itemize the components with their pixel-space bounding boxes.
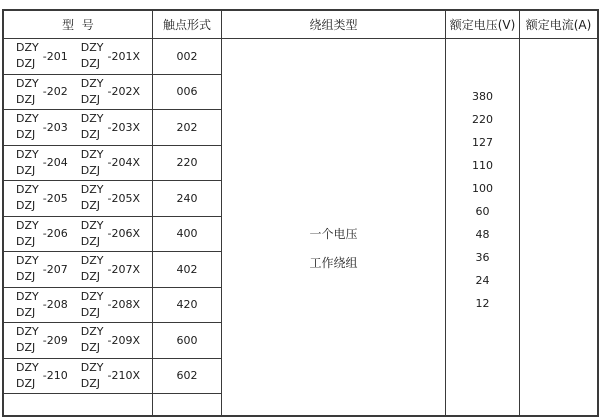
model-group-x (81, 253, 140, 285)
model-cell (4, 75, 153, 111)
model-group (16, 324, 68, 356)
model-group-x (81, 218, 140, 250)
model-prefix-top: DZY (16, 41, 39, 55)
model-prefix-stack (81, 147, 104, 179)
model-cell (4, 288, 153, 324)
model-prefix-stack (81, 111, 104, 143)
model-cell (4, 359, 153, 395)
model-cell (4, 146, 153, 182)
relay-spec-table (2, 9, 599, 417)
model-prefix-stack (16, 360, 39, 392)
model-cell (4, 323, 153, 359)
contact-form-cell: 240 (153, 181, 222, 217)
rated-voltage-cell (446, 39, 520, 415)
model-prefix-top: DZY (80, 147, 104, 161)
model-group-x (81, 360, 140, 392)
model-group-x (81, 289, 140, 321)
rated-current-cell (520, 39, 597, 415)
model-group (16, 182, 68, 214)
voltage-value: 100 (472, 182, 493, 195)
model-suffix: -203X (107, 120, 140, 134)
contact-form-cell: 400 (153, 217, 222, 253)
model-prefix-bottom: DZJ (16, 199, 36, 213)
model-suffix: -204X (107, 156, 140, 170)
model-group (16, 147, 68, 179)
model-prefix-top: DZY (80, 254, 104, 268)
model-prefix-stack (16, 182, 39, 214)
model-suffix: -207X (107, 262, 140, 276)
model-suffix: -202 (42, 85, 68, 99)
model-cell (4, 181, 153, 217)
model-suffix: -201 (42, 49, 68, 63)
model-group-x (81, 76, 140, 108)
model-group (16, 218, 68, 250)
model-group (16, 111, 68, 143)
winding-line-1: 一个电压 (309, 227, 358, 241)
contact-form-cell: 600 (153, 323, 222, 359)
model-suffix: -210 (42, 369, 68, 383)
model-prefix-top: DZY (80, 41, 104, 55)
model-suffix: -202X (107, 85, 140, 99)
model-group (16, 360, 68, 392)
model-suffix: -210X (107, 369, 140, 383)
model-prefix-bottom: DZJ (16, 128, 36, 142)
model-prefix-stack (81, 76, 104, 108)
model-suffix: -208 (42, 298, 68, 312)
model-prefix-bottom: DZJ (80, 92, 100, 106)
model-prefix-stack (81, 324, 104, 356)
model-group-x (81, 182, 140, 214)
model-suffix: -207 (42, 262, 68, 276)
contact-form-cell: 420 (153, 288, 222, 324)
model-suffix: -209 (42, 333, 68, 347)
model-prefix-top: DZY (80, 112, 104, 126)
model-prefix-top: DZY (16, 325, 39, 339)
model-prefix-bottom: DZJ (16, 57, 36, 71)
model-prefix-top: DZY (16, 112, 39, 126)
model-prefix-top: DZY (16, 218, 39, 232)
model-prefix-bottom: DZJ (16, 92, 36, 106)
model-prefix-top: DZY (80, 325, 104, 339)
model-cell (4, 217, 153, 253)
model-prefix-bottom: DZJ (80, 270, 100, 284)
model-suffix: -206X (107, 227, 140, 241)
model-prefix-stack (16, 324, 39, 356)
model-suffix: -208X (107, 298, 140, 312)
model-prefix-bottom: DZJ (16, 376, 36, 390)
contact-form-cell: 006 (153, 75, 222, 111)
model-group (16, 253, 68, 285)
model-group (16, 40, 68, 72)
model-prefix-stack (16, 40, 39, 72)
model-group (16, 76, 68, 108)
model-prefix-stack (81, 218, 104, 250)
contact-form-cell: 002 (153, 39, 222, 75)
model-prefix-top: DZY (80, 183, 104, 197)
voltage-value: 24 (475, 274, 490, 287)
model-group-x (81, 40, 140, 72)
model-group (16, 289, 68, 321)
model-prefix-bottom: DZJ (80, 128, 100, 142)
winding-line-2: 工作绕组 (309, 256, 358, 270)
model-cell (4, 39, 153, 75)
voltage-value: 36 (475, 251, 490, 264)
model-cell (4, 252, 153, 288)
contact-form-cell: 602 (153, 359, 222, 395)
model-prefix-bottom: DZJ (16, 270, 36, 284)
model-prefix-top: DZY (80, 218, 104, 232)
model-prefix-stack (16, 218, 39, 250)
model-suffix: -201X (107, 49, 140, 63)
model-cell (4, 110, 153, 146)
model-group-x (81, 147, 140, 179)
voltage-value: 110 (472, 159, 493, 172)
model-prefix-stack (81, 182, 104, 214)
model-prefix-stack (81, 40, 104, 72)
contact-form-cell: 202 (153, 110, 222, 146)
model-prefix-bottom: DZJ (16, 341, 36, 355)
partial-row-model-cell (4, 394, 153, 415)
model-prefix-top: DZY (16, 289, 39, 303)
winding-type-cell (222, 39, 446, 415)
model-prefix-top: DZY (16, 147, 39, 161)
voltage-value: 127 (472, 136, 493, 149)
model-prefix-bottom: DZJ (80, 163, 100, 177)
voltage-value: 220 (472, 113, 493, 126)
model-prefix-stack (16, 253, 39, 285)
header-winding-type: 绕组类型 (222, 11, 446, 39)
model-suffix: -204 (42, 156, 68, 170)
model-prefix-top: DZY (80, 360, 104, 374)
model-suffix: -209X (107, 333, 140, 347)
voltage-value: 12 (475, 297, 490, 310)
header-contact-form: 触点形式 (153, 11, 222, 39)
model-prefix-stack (81, 289, 104, 321)
header-model: 型 号 (4, 11, 153, 39)
model-suffix: -206 (42, 227, 68, 241)
model-prefix-bottom: DZJ (80, 305, 100, 319)
model-prefix-stack (81, 360, 104, 392)
model-group-x (81, 111, 140, 143)
voltage-value: 48 (475, 228, 490, 241)
model-prefix-stack (16, 147, 39, 179)
model-prefix-top: DZY (80, 76, 104, 90)
voltage-value: 60 (475, 205, 490, 218)
model-prefix-stack (16, 289, 39, 321)
model-prefix-stack (81, 253, 104, 285)
model-prefix-top: DZY (16, 183, 39, 197)
model-prefix-bottom: DZJ (16, 305, 36, 319)
model-suffix: -205X (107, 191, 140, 205)
model-prefix-top: DZY (80, 289, 104, 303)
model-group-x (81, 324, 140, 356)
contact-form-cell: 402 (153, 252, 222, 288)
model-prefix-stack (16, 111, 39, 143)
model-prefix-top: DZY (16, 76, 39, 90)
model-prefix-top: DZY (16, 254, 39, 268)
contact-form-cell: 220 (153, 146, 222, 182)
header-rated-voltage: 额定电压(V) (446, 11, 520, 39)
model-prefix-bottom: DZJ (16, 234, 36, 248)
partial-row-contact-cell (153, 394, 222, 415)
voltage-value: 380 (472, 90, 493, 103)
model-prefix-top: DZY (16, 360, 39, 374)
model-prefix-bottom: DZJ (80, 341, 100, 355)
model-suffix: -205 (42, 191, 68, 205)
model-prefix-bottom: DZJ (16, 163, 36, 177)
model-prefix-bottom: DZJ (80, 234, 100, 248)
model-prefix-bottom: DZJ (80, 57, 100, 71)
header-rated-current: 额定电流(A) (520, 11, 597, 39)
model-prefix-stack (16, 76, 39, 108)
model-prefix-bottom: DZJ (80, 199, 100, 213)
model-prefix-bottom: DZJ (80, 376, 100, 390)
model-suffix: -203 (42, 120, 68, 134)
